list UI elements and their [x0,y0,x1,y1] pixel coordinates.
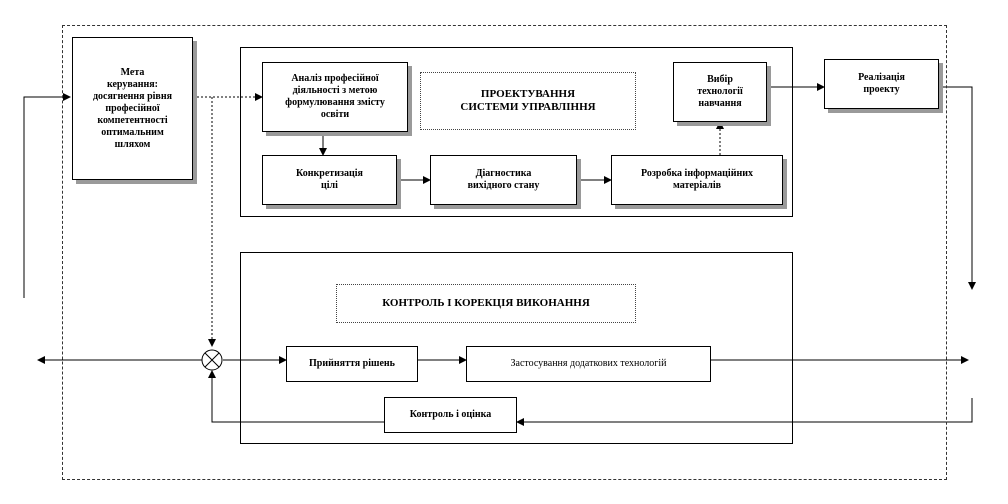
decision-box [286,346,418,382]
realization-text: Реалізація проекту [858,72,905,95]
development-text: Розробка інформаційних матеріалів [641,168,753,191]
diagnostics-box [430,155,577,205]
design-title-box [420,72,636,130]
goal-text: Мета керування: досягнення рівня професійної компетентності оптимальним шляхом [93,66,172,150]
additional-tech-text: Застосування додаткових технологій [510,358,667,369]
control-eval-box [384,397,517,433]
development-box [611,155,783,205]
analysis-box [262,62,408,132]
concretization-text: Конкретизація цілі [296,168,363,191]
diagnostics-text: Діагностика вихідного стану [467,168,540,191]
realization-box [824,59,939,109]
tech-choice-text: Вибір технології навчання [697,74,743,109]
control-title-box [336,284,636,323]
goal-box [72,37,193,180]
control-title: КОНТРОЛЬ І КОРЕКЦІЯ ВИКОНАННЯ [382,296,590,309]
decision-text: Прийняття рішень [309,358,395,369]
design-title: ПРОЕКТУВАННЯ СИСТЕМИ УПРАВЛІННЯ [460,87,596,113]
control-eval-text: Контроль і оцінка [409,409,492,420]
analysis-text: Аналіз професійної діяльності з метою формулювання змісту освіти [285,73,385,120]
concretization-box [262,155,397,205]
additional-tech-box [466,346,711,382]
tech-choice-box [673,62,767,122]
